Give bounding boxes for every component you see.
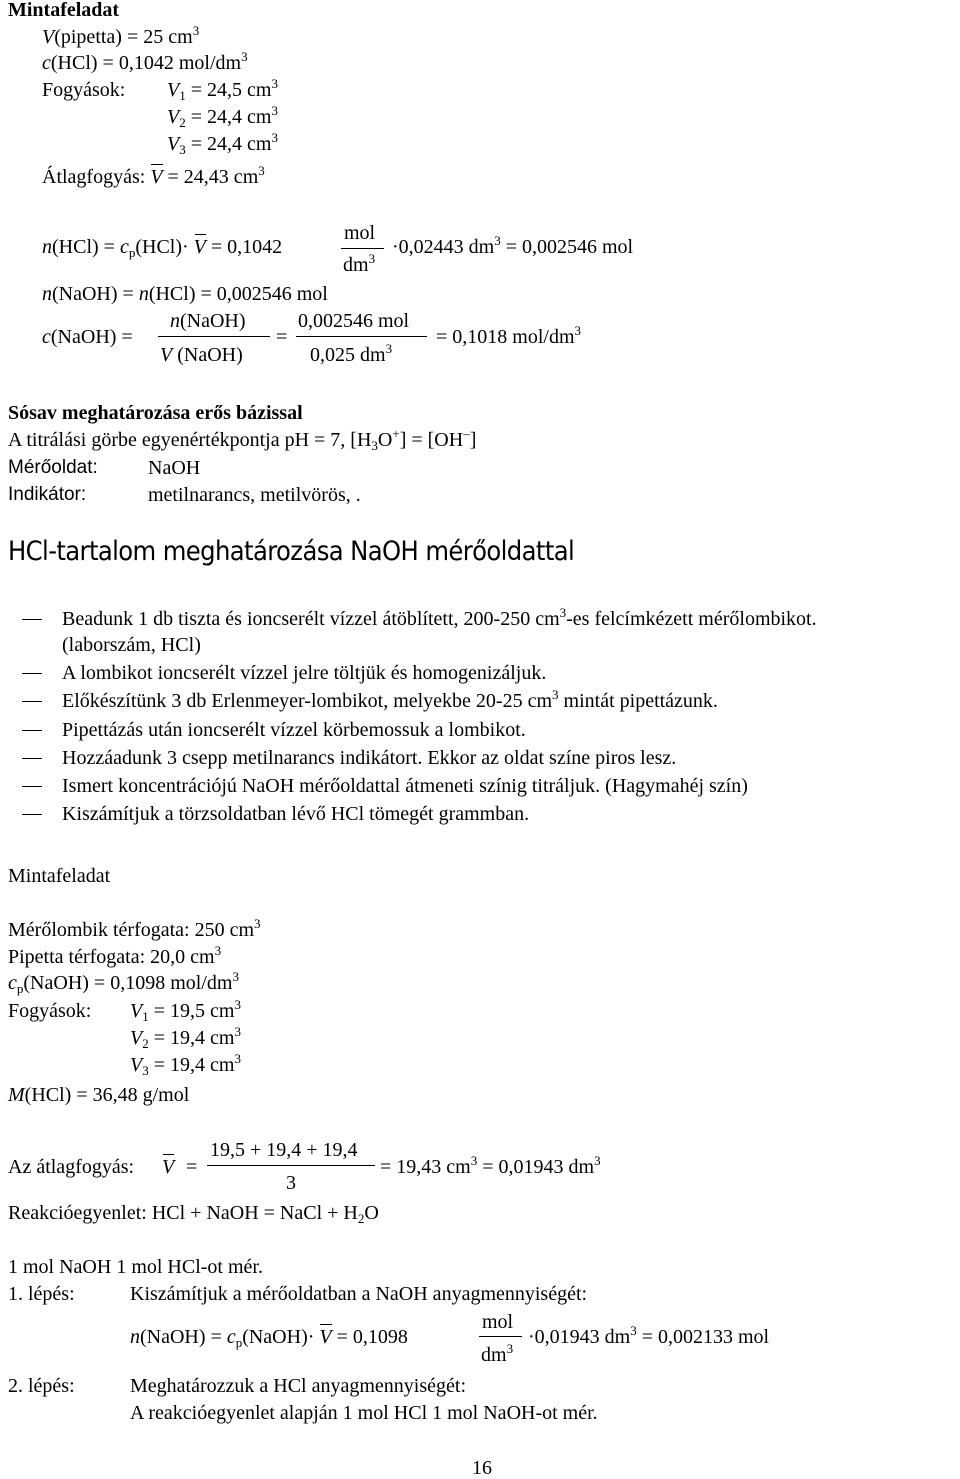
list-item: Pipettázás után ioncserélt vízzel körbemossuk a lombikot. — [62, 719, 526, 741]
n-hcl-frac-den: $dm^3$ — [343, 251, 376, 276]
fraction-bar — [341, 248, 384, 249]
m-hcl-line: M(HCl) = 36,48 g/mol — [8, 1084, 190, 1106]
list-item: Kiszámítjuk a törzsoldatban lévő HCl tömegét grammban. — [62, 803, 530, 825]
list-item-continuation: (laborszám, HCl) — [62, 634, 201, 656]
c-naoh-frac1-den: V (NaOH) — [160, 344, 243, 366]
step-1-frac-den: $dm^3$ — [481, 1341, 514, 1366]
step-2-text-2: A reakcióegyenlet alapján 1 mol HCl 1 mol NaOH-ot mér. — [130, 1402, 598, 1424]
indikator-value: metilnarancs, metilvörös, . — [148, 484, 361, 506]
reaction-equation: Reakcióegyenlet: HCl + NaOH = NaCl + $H_2O$ — [8, 1202, 379, 1226]
c-naoh-frac2-den: 0,025 $dm^3$ — [310, 341, 393, 366]
list-item: Beadunk 1 db tiszta és ioncserélt vízzel átöblített, 200-250 $cm^3-es$ felcímkézett mérőlombikot. — [62, 605, 817, 630]
bullet-dash — [22, 730, 42, 731]
list-item: Ismert koncentrációjú NaOH mérőoldattal átmeneti színig titráljuk. (Hagymahéj szín) — [62, 775, 748, 797]
list-item: A lombikot ioncserélt vízzel jelre töltjük és homogenizáljuk. — [62, 662, 547, 684]
equals-sign: = — [186, 1156, 198, 1178]
fraction-bar — [207, 1165, 375, 1166]
c-hcl-line: c(HCl) = 0,1042 mol/$dm^3$ — [42, 49, 248, 74]
v3-line: $V_3 = 19,4$ $cm^3$ — [130, 1051, 241, 1078]
mol-ratio-line: 1 mol NaOH 1 mol HCl-ot mér. — [8, 1256, 263, 1278]
atlag-result: = 19,43 $cm^3 = 0,01943$ $dm^3$ — [380, 1153, 601, 1178]
fogyasok-label: Fogyások: — [8, 1000, 92, 1022]
list-item: Hozzáadunk 3 csepp metilnarancs indikátort. Ekkor az oldat színe piros lesz. — [62, 747, 677, 769]
n-hcl-formula: $n(HCl) = c_p(HCl)\cdot V = 0,1042$ — [42, 236, 283, 260]
c-naoh-result: = 0,1018 mol/$dm^3$ — [436, 323, 582, 348]
v3-line: $V_3 = 24,4$ $cm^3$ — [167, 130, 278, 157]
step-1-formula: n(NaOH) = $c_p(NaOH)\cdot V = 0,1098$ — [130, 1326, 408, 1350]
bullet-dash — [22, 701, 42, 702]
n-hcl-result: ·0,02443 $dm^3 = 0,002546$ mol — [392, 233, 634, 258]
indikator-label: Indikátor: — [8, 484, 87, 505]
step-2-text: Meghatározzuk a HCl anyagmennyiségét: — [130, 1375, 466, 1397]
n-naoh-line: n(NaOH) = n(HCl) = 0,002546 mol — [42, 283, 328, 305]
merooldat-value: NaOH — [148, 457, 201, 479]
atlagfogyas-line: Átlagfogyás: V = 24,43 $cm^3$ — [42, 163, 265, 188]
v2-line: $V_2 = 19,4$ $cm^3$ — [130, 1024, 241, 1051]
sosav-title: Sósav meghatározása erős bázissal — [8, 402, 303, 424]
cp-naoh-line: $c_p(NaOH) = 0,1098$ mol/$dm^3$ — [8, 969, 239, 996]
merooldat-label: Mérőoldat: — [8, 457, 98, 478]
c-naoh-frac2-num: 0,002546 mol — [298, 310, 410, 332]
bullet-dash — [22, 673, 42, 674]
n-hcl-frac-num: mol — [344, 222, 376, 244]
v-bar-symbol: V — [162, 1156, 175, 1178]
bullet-dash — [22, 786, 42, 787]
c-naoh-frac1-num: n(NaOH) — [170, 310, 246, 332]
equivalence-point-line: A titrálási görbe egyenértékpontja pH = 7, $[H_3O^+] = [OH^-]$ — [8, 426, 477, 453]
step-2-label: 2. lépés: — [8, 1375, 75, 1397]
pipetta-line: Pipetta térfogata: 20,0 $cm^3$ — [8, 943, 222, 968]
v2-line: $V_2 = 24,4$ $cm^3$ — [167, 103, 278, 130]
v1-line: $V_1 = 19,5$ $cm^3$ — [130, 997, 241, 1024]
step-1-frac-num: mol — [482, 1311, 514, 1333]
step-1-text: Kiszámítjuk a mérőoldatban a NaOH anyagmennyiségét: — [130, 1283, 588, 1305]
equals-sign: = — [276, 326, 288, 348]
fraction-bar — [479, 1336, 522, 1337]
atlagfogyas-label: Az átlagfogyás: — [8, 1156, 135, 1178]
atlag-frac-num: 19,5 + 19,4 + 19,4 — [210, 1139, 358, 1161]
list-item: Előkészítünk 3 db Erlenmeyer-lombikot, melyekbe 20-25 $cm^3$ mintát pipettázunk. — [62, 687, 718, 712]
v-pipetta-line: V(pipetta) = 25 $cm^3$ — [42, 23, 200, 48]
section-heading: HCl-tartalom meghatározása NaOH mérőoldattal — [8, 536, 575, 567]
bullet-dash — [22, 814, 42, 815]
fraction-bar — [158, 336, 270, 337]
v1-line: $V_1 = 24,5$ $cm^3$ — [167, 76, 278, 103]
atlag-frac-den: 3 — [286, 1172, 296, 1194]
fraction-bar — [296, 336, 427, 337]
step-1-label: 1. lépés: — [8, 1283, 75, 1305]
bullet-dash — [22, 619, 42, 620]
section-title: Mintafeladat — [8, 865, 111, 887]
bullet-dash — [22, 758, 42, 759]
section-title: Mintafeladat — [8, 0, 120, 21]
c-naoh-lhs: c(NaOH) = — [42, 326, 133, 348]
step-1-result: ·0,01943 $dm^3 = 0,002133$ mol — [528, 1323, 770, 1348]
merolombik-line: Mérőlombik térfogata: 250 $cm^3$ — [8, 916, 261, 941]
fogyasok-label: Fogyások: — [42, 79, 126, 101]
page-number: 16 — [472, 1457, 492, 1479]
